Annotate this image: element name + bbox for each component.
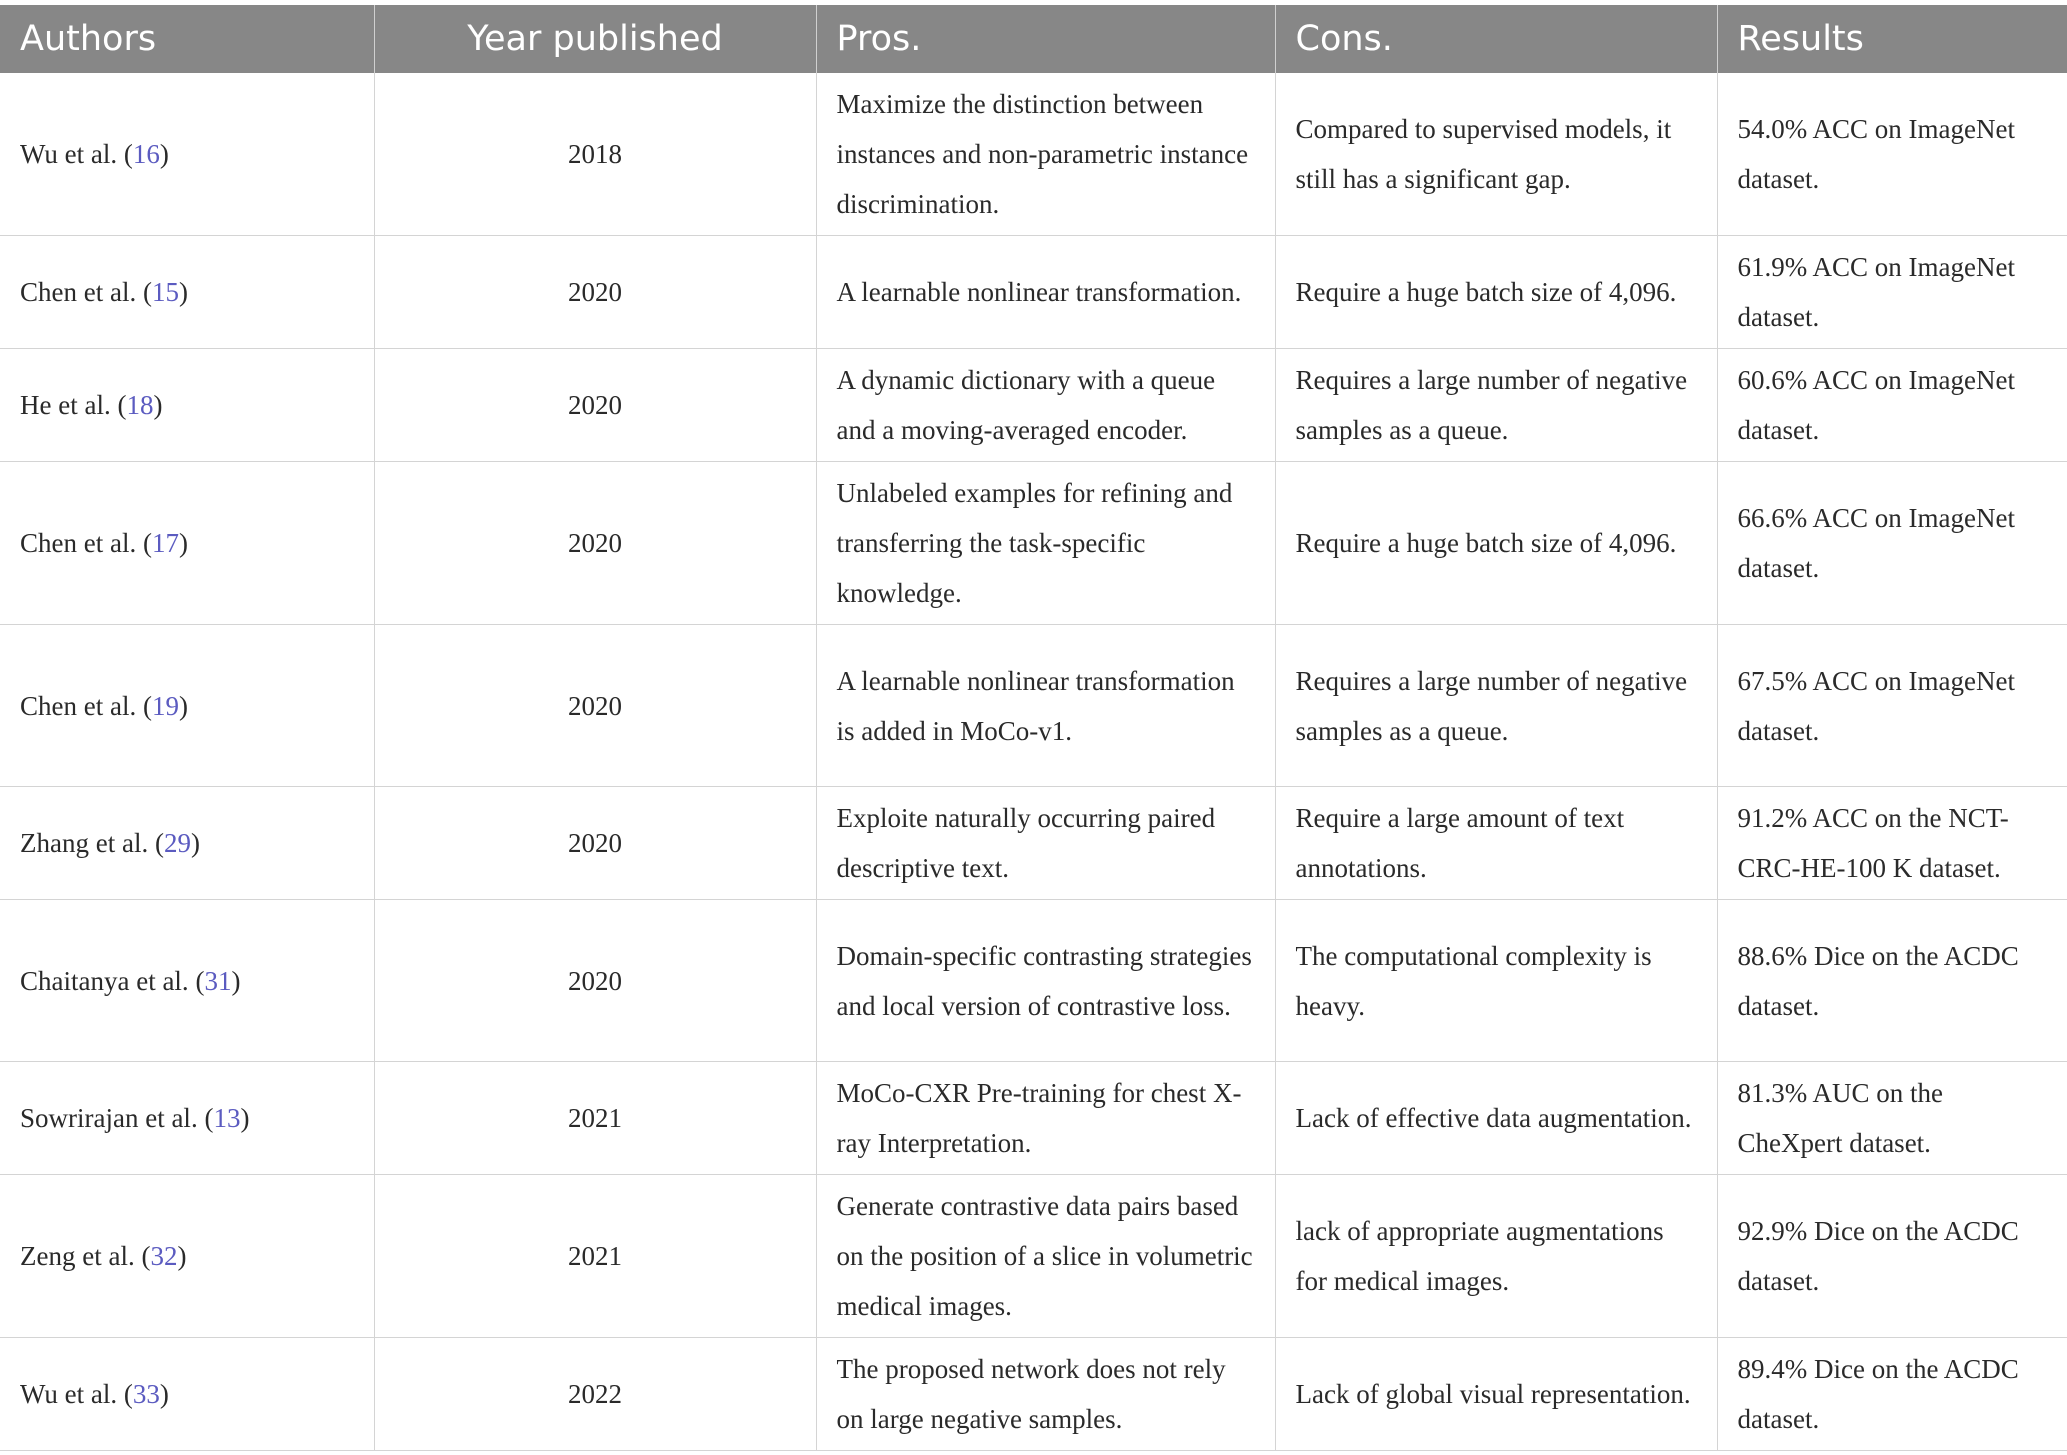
- author-name: Chen et al.: [20, 528, 137, 558]
- table-row: [0, 900, 2067, 1062]
- author-cell: Wu et al. (16): [0, 73, 374, 236]
- pros-cell: Maximize the distinction between instances and non-parametric instance discrimination.: [816, 73, 1275, 236]
- author-cell: Sowrirajan et al. (13): [0, 1062, 374, 1175]
- pros-cell: A dynamic dictionary with a queue and a moving-averaged encoder.: [816, 349, 1275, 462]
- author-cell: Chen et al. (19): [0, 625, 374, 787]
- results-cell: 91.2% ACC on the NCT-CRC-HE-100 K dataset.: [1717, 787, 2067, 900]
- table-row: [0, 73, 2067, 236]
- year-cell: 2020: [374, 349, 816, 462]
- cons-cell: The computational complexity is heavy.: [1275, 900, 1717, 1062]
- reference-link[interactable]: 32: [150, 1241, 178, 1271]
- cons-cell: Lack of global visual representation.: [1275, 1338, 1717, 1451]
- year-cell: 2020: [374, 236, 816, 349]
- year-cell: 2021: [374, 1062, 816, 1175]
- year-cell: 2022: [374, 1338, 816, 1451]
- results-cell: 60.6% ACC on ImageNet dataset.: [1717, 349, 2067, 462]
- cons-cell: Require a huge batch size of 4,096.: [1275, 462, 1717, 625]
- results-cell: 88.6% Dice on the ACDC dataset.: [1717, 900, 2067, 1062]
- table-row: [0, 787, 2067, 900]
- results-cell: 61.9% ACC on ImageNet dataset.: [1717, 236, 2067, 349]
- author-name: Chaitanya et al.: [20, 965, 189, 996]
- author-name: Wu et al.: [20, 139, 118, 169]
- reference-link[interactable]: 18: [126, 390, 154, 420]
- pros-cell: MoCo-CXR Pre-training for chest X-ray Interpretation.: [816, 1062, 1275, 1175]
- pros-cell: Domain-specific contrasting strategies and local version of contrastive loss.: [816, 900, 1275, 1062]
- author-name: He et al.: [20, 390, 111, 420]
- results-cell: 54.0% ACC on ImageNet dataset.: [1717, 73, 2067, 236]
- year-cell: 2018: [374, 73, 816, 236]
- pros-cell: Exploite naturally occurring paired descriptive text.: [816, 787, 1275, 900]
- reference-link[interactable]: 13: [213, 1103, 241, 1133]
- year-cell: 2021: [374, 1175, 816, 1338]
- author-name: Zeng et al.: [20, 1241, 135, 1271]
- year-cell: 2020: [374, 900, 816, 1062]
- table-row: [0, 236, 2067, 349]
- pros-cell: Unlabeled examples for refining and transferring the task-specific knowledge.: [816, 462, 1275, 625]
- author-cell: Zhang et al. (29): [0, 787, 374, 900]
- pros-cell: A learnable nonlinear transformation.: [816, 236, 1275, 349]
- header-row: [0, 5, 2067, 73]
- reference-link[interactable]: 29: [163, 828, 191, 858]
- pros-cell: A learnable nonlinear transformation is added in MoCo-v1.: [816, 625, 1275, 787]
- pros-cell: The proposed network does not rely on large negative samples.: [816, 1338, 1275, 1451]
- table-header: [0, 5, 2067, 73]
- author-name: Zhang et al.: [20, 828, 149, 858]
- results-cell: 92.9% Dice on the ACDC dataset.: [1717, 1175, 2067, 1338]
- table-row: [0, 625, 2067, 787]
- reference-link[interactable]: 19: [151, 690, 179, 721]
- reference-link[interactable]: 31: [204, 965, 232, 996]
- results-cell: 81.3% AUC on the CheXpert dataset.: [1717, 1062, 2067, 1175]
- pros-cell: Generate contrastive data pairs based on the position of a slice in volumetric medical images.: [816, 1175, 1275, 1338]
- table-row: [0, 1338, 2067, 1451]
- results-cell: 66.6% ACC on ImageNet dataset.: [1717, 462, 2067, 625]
- author-name: Sowrirajan et al.: [20, 1103, 198, 1133]
- header-pros: Pros.: [816, 5, 1275, 73]
- results-cell: 67.5% ACC on ImageNet dataset.: [1717, 625, 2067, 787]
- year-cell: 2020: [374, 462, 816, 625]
- year-cell: 2020: [374, 787, 816, 900]
- table-row: [0, 462, 2067, 625]
- reference-link[interactable]: 17: [151, 528, 179, 558]
- header-authors: Authors: [0, 5, 374, 73]
- author-cell: Chaitanya et al. (31): [0, 900, 374, 1062]
- table-row: [0, 1062, 2067, 1175]
- year-cell: 2020: [374, 625, 816, 787]
- comparison-table: [0, 5, 2067, 1451]
- author-cell: Chen et al. (15): [0, 236, 374, 349]
- header-cons: Cons.: [1275, 5, 1717, 73]
- author-cell: Chen et al. (17): [0, 462, 374, 625]
- cons-cell: Compared to supervised models, it still has a significant gap.: [1275, 73, 1717, 236]
- author-name: Chen et al.: [20, 690, 137, 721]
- header-year: Year published: [374, 5, 816, 73]
- table-row: [0, 349, 2067, 462]
- author-cell: Wu et al. (33): [0, 1338, 374, 1451]
- reference-link[interactable]: 33: [132, 1379, 160, 1409]
- cons-cell: Requires a large number of negative samples as a queue.: [1275, 625, 1717, 787]
- author-cell: Zeng et al. (32): [0, 1175, 374, 1338]
- author-name: Chen et al.: [20, 277, 137, 307]
- reference-link[interactable]: 16: [132, 139, 160, 169]
- cons-cell: lack of appropriate augmentations for medical images.: [1275, 1175, 1717, 1338]
- reference-link[interactable]: 15: [151, 277, 179, 307]
- cons-cell: Requires a large number of negative samples as a queue.: [1275, 349, 1717, 462]
- author-cell: He et al. (18): [0, 349, 374, 462]
- table-body: [0, 73, 2067, 1451]
- cons-cell: Require a large amount of text annotations.: [1275, 787, 1717, 900]
- cons-cell: Require a huge batch size of 4,096.: [1275, 236, 1717, 349]
- author-name: Wu et al.: [20, 1379, 118, 1409]
- header-results: Results: [1717, 5, 2067, 73]
- table-row: [0, 1175, 2067, 1338]
- cons-cell: Lack of effective data augmentation.: [1275, 1062, 1717, 1175]
- results-cell: 89.4% Dice on the ACDC dataset.: [1717, 1338, 2067, 1451]
